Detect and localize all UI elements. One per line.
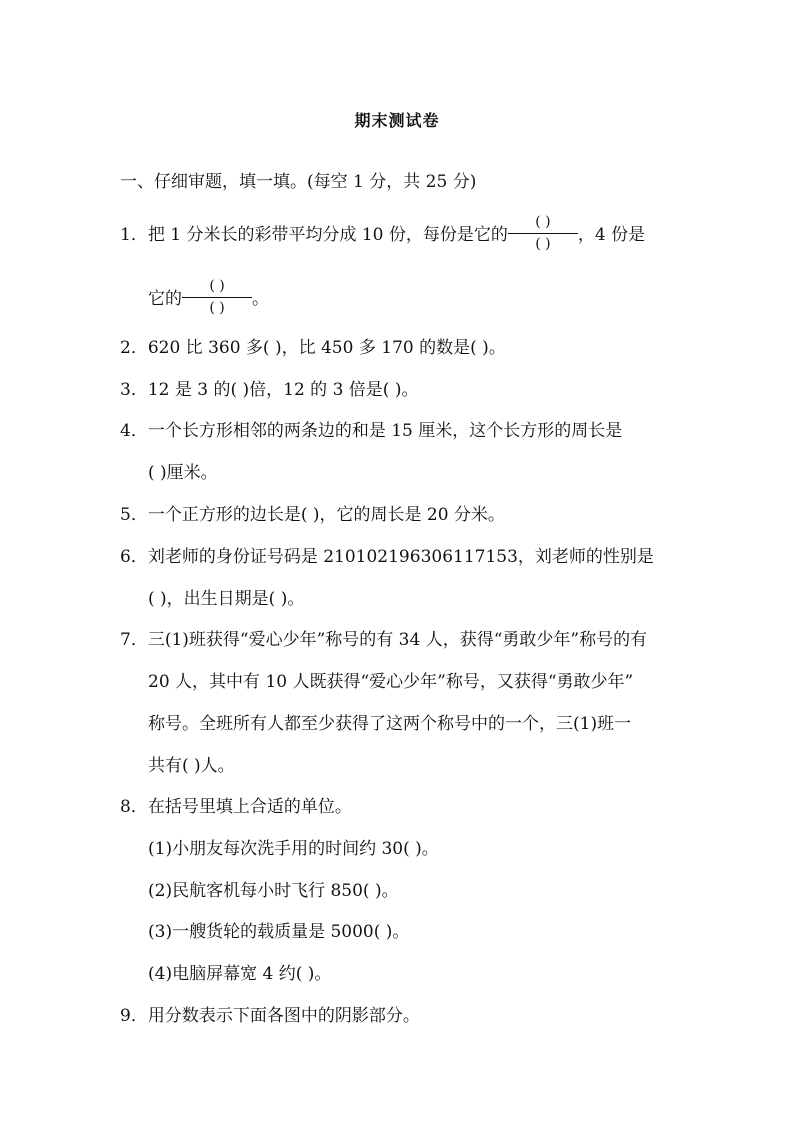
question-1-text: 1．把 1 分米长的彩带平均分成 10 份，每份是它的 — [120, 225, 508, 245]
question-7-line-2: 20 人，其中有 10 人既获得“爱心少年”称号，又获得“勇敢少年” — [148, 672, 634, 692]
question-1-text-c: 它的 — [148, 289, 182, 309]
section-heading: 一、仔细审题，填一填。(每空 1 分，共 25 分) — [120, 172, 477, 192]
question-1-line-2 — [148, 278, 269, 317]
question-1-text-d: 。 — [252, 289, 269, 309]
question-6-line-2: ( )，出生日期是( )。 — [148, 589, 305, 609]
question-3: 3．12 是 3 的( )倍，12 的 3 倍是( )。 — [120, 380, 419, 400]
fraction-denominator: ( ) — [535, 236, 551, 252]
fraction-denominator: ( ) — [209, 300, 225, 316]
fraction-blank-2[interactable] — [182, 280, 252, 315]
fraction-numerator: ( ) — [508, 216, 578, 234]
question-4-line-2: ( )厘米。 — [148, 463, 218, 483]
question-4-line-1: 4．一个长方形相邻的两条边的和是 15 厘米，这个长方形的周长是 — [120, 421, 623, 441]
fraction-blank-1[interactable] — [508, 216, 578, 251]
question-7-line-1: 7．三(1)班获得“爱心少年”称号的有 34 人，获得“勇敢少年”称号的有 — [120, 630, 648, 650]
question-8-item-4: (4)电脑屏幕宽 4 约( )。 — [148, 964, 332, 984]
question-8-item-2: (2)民航客机每小时飞行 850( )。 — [148, 881, 399, 901]
question-8-stem: 8．在括号里填上合适的单位。 — [120, 797, 352, 817]
question-1-text-b: ，4 份是 — [577, 225, 646, 245]
question-2: 2．620 比 360 多( )，比 450 多 170 的数是( )。 — [120, 338, 506, 358]
question-5: 5．一个正方形的边长是( )，它的周长是 20 分米。 — [120, 505, 505, 525]
question-8-item-3: (3)一艘货轮的载质量是 5000( )。 — [148, 922, 410, 942]
question-6-line-1: 6．刘老师的身份证号码是 210102196306117153，刘老师的性别是 — [120, 547, 654, 567]
question-1-line-1 — [120, 214, 646, 253]
question-7-line-4: 共有( )人。 — [148, 756, 235, 776]
page-title: 期末测试卷 — [354, 111, 440, 130]
question-9: 9．用分数表示下面各图中的阴影部分。 — [120, 1006, 420, 1026]
question-7-line-3: 称号。全班所有人都至少获得了这两个称号中的一个，三(1)班一 — [148, 714, 632, 734]
question-8-item-1: (1)小朋友每次洗手用的时间约 30( )。 — [148, 839, 439, 859]
fraction-numerator: ( ) — [182, 280, 252, 298]
